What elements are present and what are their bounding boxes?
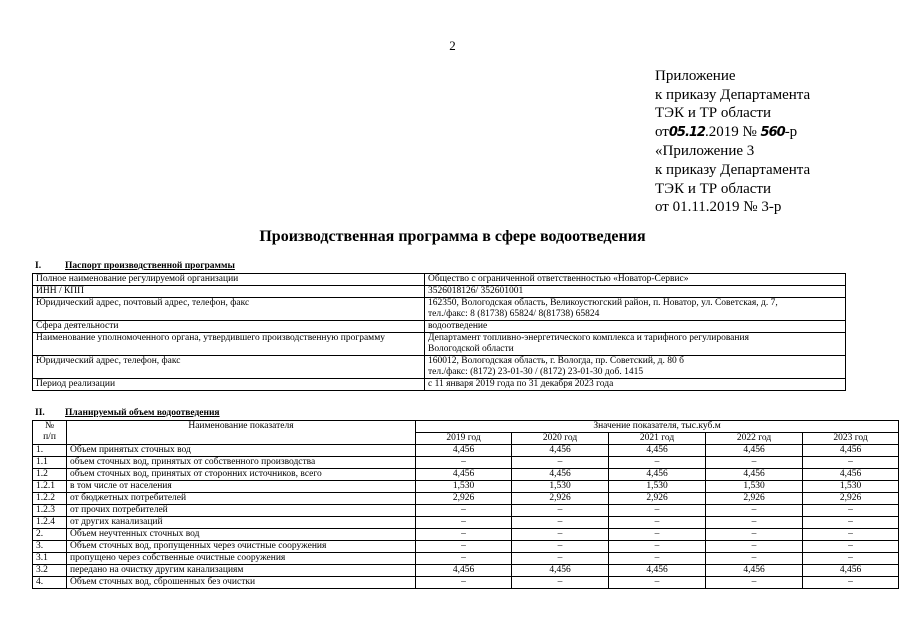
passport-value bbox=[425, 298, 846, 321]
handwritten-number: 560 bbox=[760, 124, 785, 140]
document-title: Производственная программа в сфере водоотведения bbox=[259, 228, 646, 245]
section-number: II. bbox=[35, 408, 45, 418]
row-value: 1,530 bbox=[416, 481, 512, 493]
row-value: 1,530 bbox=[706, 481, 803, 493]
row-name: Объем принятых сточных вод bbox=[67, 445, 416, 457]
header-year: 2021 год bbox=[609, 433, 706, 445]
passport-row bbox=[33, 356, 846, 379]
row-value: – bbox=[512, 529, 609, 541]
passport-label: ИНН / КПП bbox=[33, 286, 425, 298]
row-value: 4,456 bbox=[803, 445, 899, 457]
passport-value bbox=[425, 274, 846, 286]
section-2-heading bbox=[35, 408, 220, 418]
row-value: – bbox=[803, 541, 899, 553]
header-year: 2020 год bbox=[512, 433, 609, 445]
volume-row bbox=[33, 553, 899, 565]
row-name: от других канализаций bbox=[67, 517, 416, 529]
passport-label: Полное наименование регулируемой организации bbox=[33, 274, 425, 286]
passport-value-line: Департамент топливно-энергетического комплекса и тарифного регулирования bbox=[428, 333, 749, 343]
section-number: I. bbox=[35, 261, 42, 271]
volume-row bbox=[33, 481, 899, 493]
row-value: – bbox=[609, 517, 706, 529]
row-value: – bbox=[512, 505, 609, 517]
row-value: – bbox=[803, 529, 899, 541]
passport-label: Юридический адрес, телефон, факс bbox=[33, 356, 425, 379]
passport-value-line: Общество с ограниченной ответственностью «Новатор-Сервис» bbox=[428, 274, 689, 284]
row-name: от бюджетных потребителей bbox=[67, 493, 416, 505]
row-value: – bbox=[512, 541, 609, 553]
approval-line: к приказу Департамента bbox=[655, 86, 811, 103]
header-year: 2023 год bbox=[803, 433, 899, 445]
header-year: 2022 год bbox=[706, 433, 803, 445]
volume-row bbox=[33, 469, 899, 481]
row-number: 1.2.2 bbox=[33, 493, 67, 505]
approval-date-line bbox=[655, 123, 810, 143]
passport-row bbox=[33, 321, 846, 333]
passport-label: Наименование уполномоченного органа, утвердившего производственную программу bbox=[33, 333, 425, 356]
row-value: 2,926 bbox=[803, 493, 899, 505]
row-value: – bbox=[803, 457, 899, 469]
passport-label: Юридический адрес, почтовый адрес, телефон, факс bbox=[33, 298, 425, 321]
row-value: 4,456 bbox=[706, 565, 803, 577]
row-value: 4,456 bbox=[706, 469, 803, 481]
volume-row bbox=[33, 517, 899, 529]
volume-table bbox=[32, 420, 899, 589]
row-value: – bbox=[609, 529, 706, 541]
volume-row bbox=[33, 577, 899, 589]
row-value: – bbox=[609, 553, 706, 565]
approval-line: ТЭК и ТР области bbox=[655, 105, 771, 122]
row-value: – bbox=[609, 505, 706, 517]
approval-line: Приложение bbox=[655, 68, 736, 84]
row-number: 1.2.3 bbox=[33, 505, 67, 517]
volume-row bbox=[33, 529, 899, 541]
row-name: Объем сточных вод, пропущенных через очистные сооружения bbox=[67, 541, 416, 553]
header-value: Значение показателя, тыс.куб.м bbox=[416, 421, 899, 433]
row-value: – bbox=[609, 541, 706, 553]
passport-value bbox=[425, 333, 846, 356]
row-value: – bbox=[512, 517, 609, 529]
row-value: – bbox=[706, 505, 803, 517]
row-value: 1,530 bbox=[803, 481, 899, 493]
row-value: 2,926 bbox=[416, 493, 512, 505]
row-name: Объем неучтенных сточных вод bbox=[67, 529, 416, 541]
row-name: объем сточных вод, принятых от сторонних источников, всего bbox=[67, 469, 416, 481]
approval-block bbox=[655, 67, 810, 217]
section-title: Паспорт производственной программы bbox=[65, 261, 235, 271]
header-number: № п/п bbox=[33, 421, 67, 445]
date-prefix: от bbox=[655, 123, 669, 140]
row-value: 4,456 bbox=[609, 445, 706, 457]
passport-label: Сфера деятельности bbox=[33, 321, 425, 333]
passport-value-line: тел./факс: (8172) 23-01-30 / (8172) 23-01-30 доб. 1415 bbox=[428, 367, 644, 377]
approval-line: от 01.11.2019 № 3-р bbox=[655, 199, 782, 216]
approval-line: к приказу Департамента bbox=[655, 161, 811, 178]
row-name: объем сточных вод, принятых от собственного производства bbox=[67, 457, 416, 469]
row-value: 4,456 bbox=[512, 565, 609, 577]
row-value: – bbox=[706, 517, 803, 529]
row-value: 2,926 bbox=[512, 493, 609, 505]
approval-line: «Приложение 3 bbox=[655, 143, 755, 160]
row-number: 2. bbox=[33, 529, 67, 541]
row-value: – bbox=[706, 529, 803, 541]
row-value: 4,456 bbox=[803, 565, 899, 577]
row-value: 4,456 bbox=[416, 469, 512, 481]
passport-table bbox=[32, 273, 846, 391]
row-number: 1.2.4 bbox=[33, 517, 67, 529]
row-number: 1.2 bbox=[33, 469, 67, 481]
row-value: – bbox=[803, 505, 899, 517]
passport-row bbox=[33, 379, 846, 391]
passport-value-line: с 11 января 2019 года по 31 декабря 2023 года bbox=[428, 379, 614, 389]
passport-value-line: 3526018126/ 352601001 bbox=[428, 286, 524, 296]
row-value: – bbox=[416, 541, 512, 553]
volume-row bbox=[33, 445, 899, 457]
row-value: 4,456 bbox=[706, 445, 803, 457]
row-value: – bbox=[416, 517, 512, 529]
header-name: Наименование показателя bbox=[67, 421, 416, 445]
handwritten-date: 05.12 bbox=[668, 124, 705, 140]
row-value: 2,926 bbox=[609, 493, 706, 505]
row-value: – bbox=[609, 457, 706, 469]
row-name: Объем сточных вод, сброшенных без очистки bbox=[67, 577, 416, 589]
row-value: – bbox=[803, 553, 899, 565]
row-value: – bbox=[512, 457, 609, 469]
row-value: 2,926 bbox=[706, 493, 803, 505]
row-number: 3. bbox=[33, 541, 67, 553]
passport-value-line: водоотведение bbox=[428, 321, 488, 331]
row-number: 3.2 bbox=[33, 565, 67, 577]
number-suffix: -р bbox=[784, 123, 798, 140]
passport-value-line: тел./факс: 8 (81738) 65824/ 8(81738) 65824 bbox=[428, 309, 600, 319]
passport-value-line: 162350, Вологодская область, Великоустюгский район, п. Новатор, ул. Советская, д. 7, bbox=[428, 298, 778, 308]
row-number: 1.2.1 bbox=[33, 481, 67, 493]
row-number: 1. bbox=[33, 445, 67, 457]
row-number: 4. bbox=[33, 577, 67, 589]
row-value: – bbox=[706, 553, 803, 565]
passport-row bbox=[33, 286, 846, 298]
row-value: 1,530 bbox=[609, 481, 706, 493]
row-value: – bbox=[803, 577, 899, 589]
row-value: – bbox=[416, 505, 512, 517]
passport-value bbox=[425, 286, 846, 298]
row-value: 4,456 bbox=[512, 469, 609, 481]
passport-row bbox=[33, 274, 846, 286]
volume-row bbox=[33, 565, 899, 577]
passport-value bbox=[425, 321, 846, 333]
row-value: 1,530 bbox=[512, 481, 609, 493]
row-value: 4,456 bbox=[416, 445, 512, 457]
row-name: передано на очистку другим канализациям bbox=[67, 565, 416, 577]
row-value: – bbox=[416, 457, 512, 469]
row-value: – bbox=[803, 517, 899, 529]
volume-row bbox=[33, 505, 899, 517]
approval-line: ТЭК и ТР области bbox=[655, 180, 771, 197]
row-value: – bbox=[512, 577, 609, 589]
passport-row bbox=[33, 298, 846, 321]
passport-value-line: 160012, Вологодская область, г. Вологда, пр. Советский, д. 80 б bbox=[428, 356, 684, 366]
passport-value bbox=[425, 356, 846, 379]
row-name: пропущено через собственные очистные сооружения bbox=[67, 553, 416, 565]
date-year: .2019 № bbox=[704, 123, 757, 140]
row-value: 4,456 bbox=[609, 469, 706, 481]
volume-row bbox=[33, 493, 899, 505]
volume-row bbox=[33, 541, 899, 553]
section-title: Планируемый объем водоотведения bbox=[65, 408, 220, 418]
passport-label: Период реализации bbox=[33, 379, 425, 391]
row-value: – bbox=[706, 541, 803, 553]
passport-row bbox=[33, 333, 846, 356]
row-value: – bbox=[706, 577, 803, 589]
row-number: 1.1 bbox=[33, 457, 67, 469]
section-1-heading bbox=[35, 261, 235, 271]
row-name: в том числе от населения bbox=[67, 481, 416, 493]
row-value: 4,456 bbox=[803, 469, 899, 481]
passport-value-line: Вологодской области bbox=[428, 344, 514, 354]
row-value: – bbox=[609, 577, 706, 589]
page-number: 2 bbox=[449, 38, 456, 53]
row-number: 3.1 bbox=[33, 553, 67, 565]
passport-value bbox=[425, 379, 846, 391]
row-value: – bbox=[706, 457, 803, 469]
row-value: – bbox=[416, 577, 512, 589]
row-value: – bbox=[416, 529, 512, 541]
row-name: от прочих потребителей bbox=[67, 505, 416, 517]
row-value: – bbox=[512, 553, 609, 565]
volume-row bbox=[33, 457, 899, 469]
header-year: 2019 год bbox=[416, 433, 512, 445]
row-value: 4,456 bbox=[512, 445, 609, 457]
row-value: 4,456 bbox=[416, 565, 512, 577]
row-value: 4,456 bbox=[609, 565, 706, 577]
row-value: – bbox=[416, 553, 512, 565]
